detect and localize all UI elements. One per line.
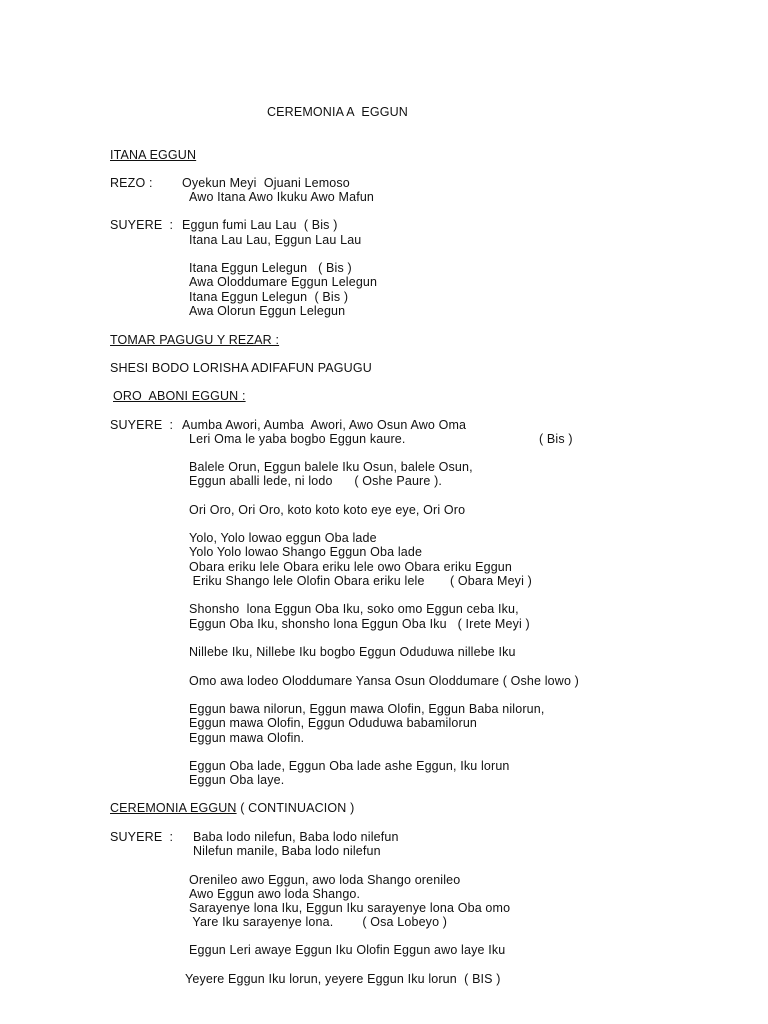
- suyere-line: Nillebe Iku, Nillebe Iku bogbo Eggun Oduduwa nillebe Iku: [189, 645, 516, 659]
- suyere-line: Nilefun manile, Baba lodo nilefun: [193, 844, 381, 858]
- section-heading-tomar-pagugu: TOMAR PAGUGU Y REZAR :: [110, 333, 280, 347]
- suyere-line: Eggun Oba Iku, shonsho lona Eggun Oba Iku ( Irete Meyi ): [189, 617, 530, 631]
- suyere-line: Eggun mawa Olofin.: [189, 731, 305, 745]
- suyere-line: Sarayenye lona Iku, Eggun Iku sarayenye lona Oba omo: [189, 901, 511, 915]
- suyere-line: Obara eriku lele Obara eriku lele owo Obara eriku Eggun: [189, 560, 513, 574]
- suyere-line: Awa Oloddumare Eggun Lelegun: [189, 275, 378, 289]
- rezo-line: Awo Itana Awo Ikuku Awo Mafun: [189, 190, 375, 204]
- text-line: SHESI BODO LORISHA ADIFAFUN PAGUGU: [110, 361, 372, 375]
- suyere-line: Leri Oma le yaba bogbo Eggun kaure.: [189, 432, 406, 446]
- suyere-line: Yare Iku sarayenye lona. ( Osa Lobeyo ): [189, 915, 448, 929]
- suyere-label: SUYERE :: [110, 830, 174, 844]
- section-heading-itana-eggun: ITANA EGGUN: [110, 148, 197, 162]
- suyere-line: Awo Eggun awo loda Shango.: [189, 887, 361, 901]
- suyere-line: Shonsho lona Eggun Oba Iku, soko omo Eggun ceba Iku,: [189, 602, 519, 616]
- suyere-line: Eggun aballi lede, ni lodo ( Oshe Paure ).: [189, 474, 443, 488]
- bis-tag: ( Bis ): [539, 432, 573, 446]
- suyere-line: Eggun Oba lade, Eggun Oba lade ashe Eggun, Iku lorun: [189, 759, 510, 773]
- suyere-line: Yolo, Yolo lowao eggun Oba lade: [189, 531, 377, 545]
- section-heading-suffix: ( CONTINUACION ): [236, 801, 355, 815]
- suyere-line: Baba lodo nilefun, Baba lodo nilefun: [193, 830, 399, 844]
- suyere-line: Eggun Leri awaye Eggun Iku Olofin Eggun awo laye Iku: [189, 943, 506, 957]
- suyere-line: Eggun bawa nilorun, Eggun mawa Olofin, Eggun Baba nilorun,: [189, 702, 545, 716]
- section-heading-ceremonia-eggun: CEREMONIA EGGUN: [110, 801, 237, 815]
- suyere-line: Yeyere Eggun Iku lorun, yeyere Eggun Iku lorun ( BIS ): [185, 972, 501, 986]
- suyere-line: Yolo Yolo lowao Shango Eggun Oba lade: [189, 545, 423, 559]
- suyere-line: Balele Orun, Eggun balele Iku Osun, balele Osun,: [189, 460, 473, 474]
- document-title: CEREMONIA A EGGUN: [267, 105, 408, 119]
- suyere-label: SUYERE :: [110, 418, 174, 432]
- rezo-label: REZO :: [110, 176, 153, 190]
- rezo-line: Oyekun Meyi Ojuani Lemoso: [182, 176, 350, 190]
- suyere-line: Aumba Awori, Aumba Awori, Awo Osun Awo Oma: [182, 418, 467, 432]
- section-heading-oro-aboni-eggun: ORO ABONI EGGUN :: [113, 389, 246, 403]
- suyere-line: Orenileo awo Eggun, awo loda Shango orenileo: [189, 873, 461, 887]
- suyere-line: Ori Oro, Ori Oro, koto koto koto eye eye, Ori Oro: [189, 503, 466, 517]
- suyere-line: Itana Eggun Lelegun ( Bis ): [189, 290, 349, 304]
- suyere-line: Itana Lau Lau, Eggun Lau Lau: [189, 233, 362, 247]
- section-heading-continuacion: [110, 801, 354, 815]
- suyere-line: Eggun fumi Lau Lau ( Bis ): [182, 218, 338, 232]
- suyere-line: Omo awa lodeo Oloddumare Yansa Osun Oloddumare ( Oshe lowo ): [189, 674, 579, 688]
- suyere-label: SUYERE :: [110, 218, 174, 232]
- suyere-line: Awa Olorun Eggun Lelegun: [189, 304, 346, 318]
- suyere-line: Eggun mawa Olofin, Eggun Oduduwa babamilorun: [189, 716, 478, 730]
- suyere-line: Itana Eggun Lelegun ( Bis ): [189, 261, 352, 275]
- suyere-line: Eggun Oba laye.: [189, 773, 285, 787]
- suyere-line: Eriku Shango lele Olofin Obara eriku lele ( Obara Meyi ): [189, 574, 532, 588]
